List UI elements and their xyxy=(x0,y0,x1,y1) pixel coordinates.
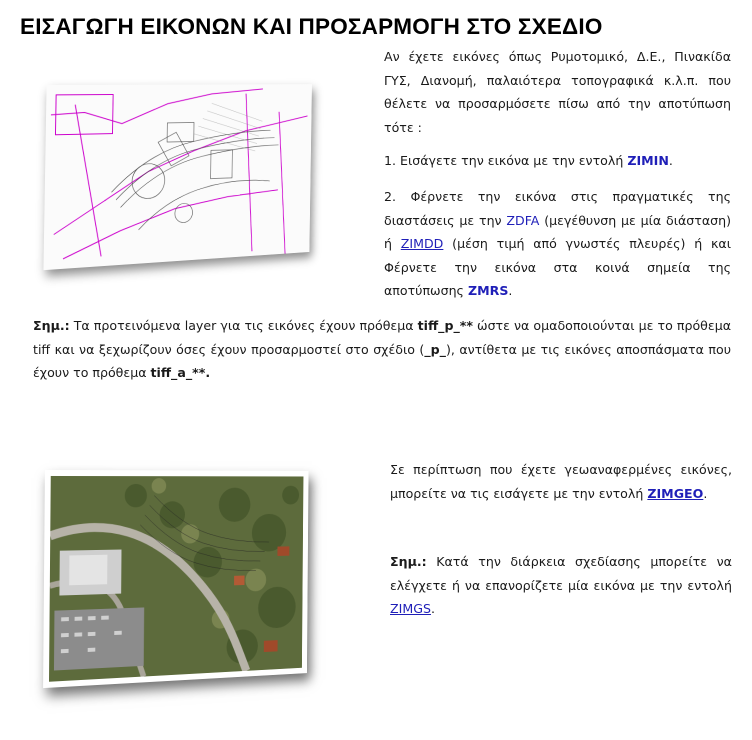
georef-suffix: . xyxy=(703,485,708,501)
step-2-text: 2. Φέρνετε την εικόνα στις πραγματικές της διαστάσεις με την xyxy=(384,189,731,228)
zimdd-link[interactable]: ZIMDD xyxy=(400,236,444,251)
step-1 xyxy=(384,149,731,173)
note-2 xyxy=(390,550,732,621)
georef-text: Σε περίπτωση που έχετε γεωαναφερμένες εικόνες, μπορείτε να τις εισάγετε με την εντολή xyxy=(390,462,732,501)
intro-paragraph: Αν έχετε εικόνες όπως Ρυμοτομικό, Δ.Ε., Πινακίδα ΓΥΣ, Διανομή, παλαιότερα τοπογραφικά κ.λ.π. που θέλετε να προσαρμόσετε πίσω από την αποτύπωση τότε : xyxy=(384,49,731,135)
note-1-text3: ), αντίθετα με τις εικόνες αποσπάσματα που έχουν το πρόθεμα xyxy=(33,341,731,380)
note-1-text1: Τα προτεινόμενα layer για τις εικόνες έχουν πρόθεμα xyxy=(69,318,418,333)
zdfa-command: ZDFA xyxy=(506,212,540,228)
note-2-suffix: . xyxy=(430,601,435,616)
note-1-label: Σημ.: xyxy=(33,318,70,333)
note-2-text: Κατά την διάρκεια σχεδίασης μπορείτε να ελέγχετε ή να επανορίζετε μία εικόνα με την εντολή xyxy=(390,554,732,593)
zimgs-link[interactable]: ZIMGS xyxy=(390,601,431,616)
note-1-bold3: tiff_a_**. xyxy=(150,365,211,380)
note-1 xyxy=(33,314,731,385)
note-1-bold2: _p_ xyxy=(424,341,446,357)
cad-drawing-image xyxy=(43,84,312,270)
step-2-middle1: (μεγέθυνση με μία διάσταση) ή xyxy=(384,212,731,251)
step-1-suffix: . xyxy=(668,153,673,168)
georef-paragraph xyxy=(390,458,732,505)
zimgeo-link[interactable]: ZIMGEO xyxy=(647,485,704,501)
aerial-photo-image xyxy=(43,470,308,688)
zimin-command: ZIMIN xyxy=(627,153,669,168)
note-1-text2: ώστε να ομαδοποιούνται με το πρόθεμα tiff και να ξεχωρίζουν όσες έχουν προσαρμοστεί στο σχέδιο ( xyxy=(33,318,732,357)
note-1-bold1: tiff_p_** xyxy=(417,318,473,333)
page-title: ΕΙΣΑΓΩΓΗ ΕΙΚΟΝΩΝ ΚΑΙ ΠΡΟΣΑΡΜΟΓΗ ΣΤΟ ΣΧΕΔΙΟ xyxy=(20,14,603,39)
zmrs-command: ZMRS xyxy=(467,283,509,298)
step-1-text: 1. Εισάγετε την εικόνα με την εντολή xyxy=(384,153,628,168)
note-2-label: Σημ.: xyxy=(390,554,427,569)
step-2 xyxy=(384,185,731,303)
step-2-middle2: (μέση τιμή από γνωστές πλευρές) ή και Φέρνετε την εικόνα στα κοινά σημεία της αποτύπωσης xyxy=(384,236,731,298)
step-2-suffix: . xyxy=(508,283,513,298)
